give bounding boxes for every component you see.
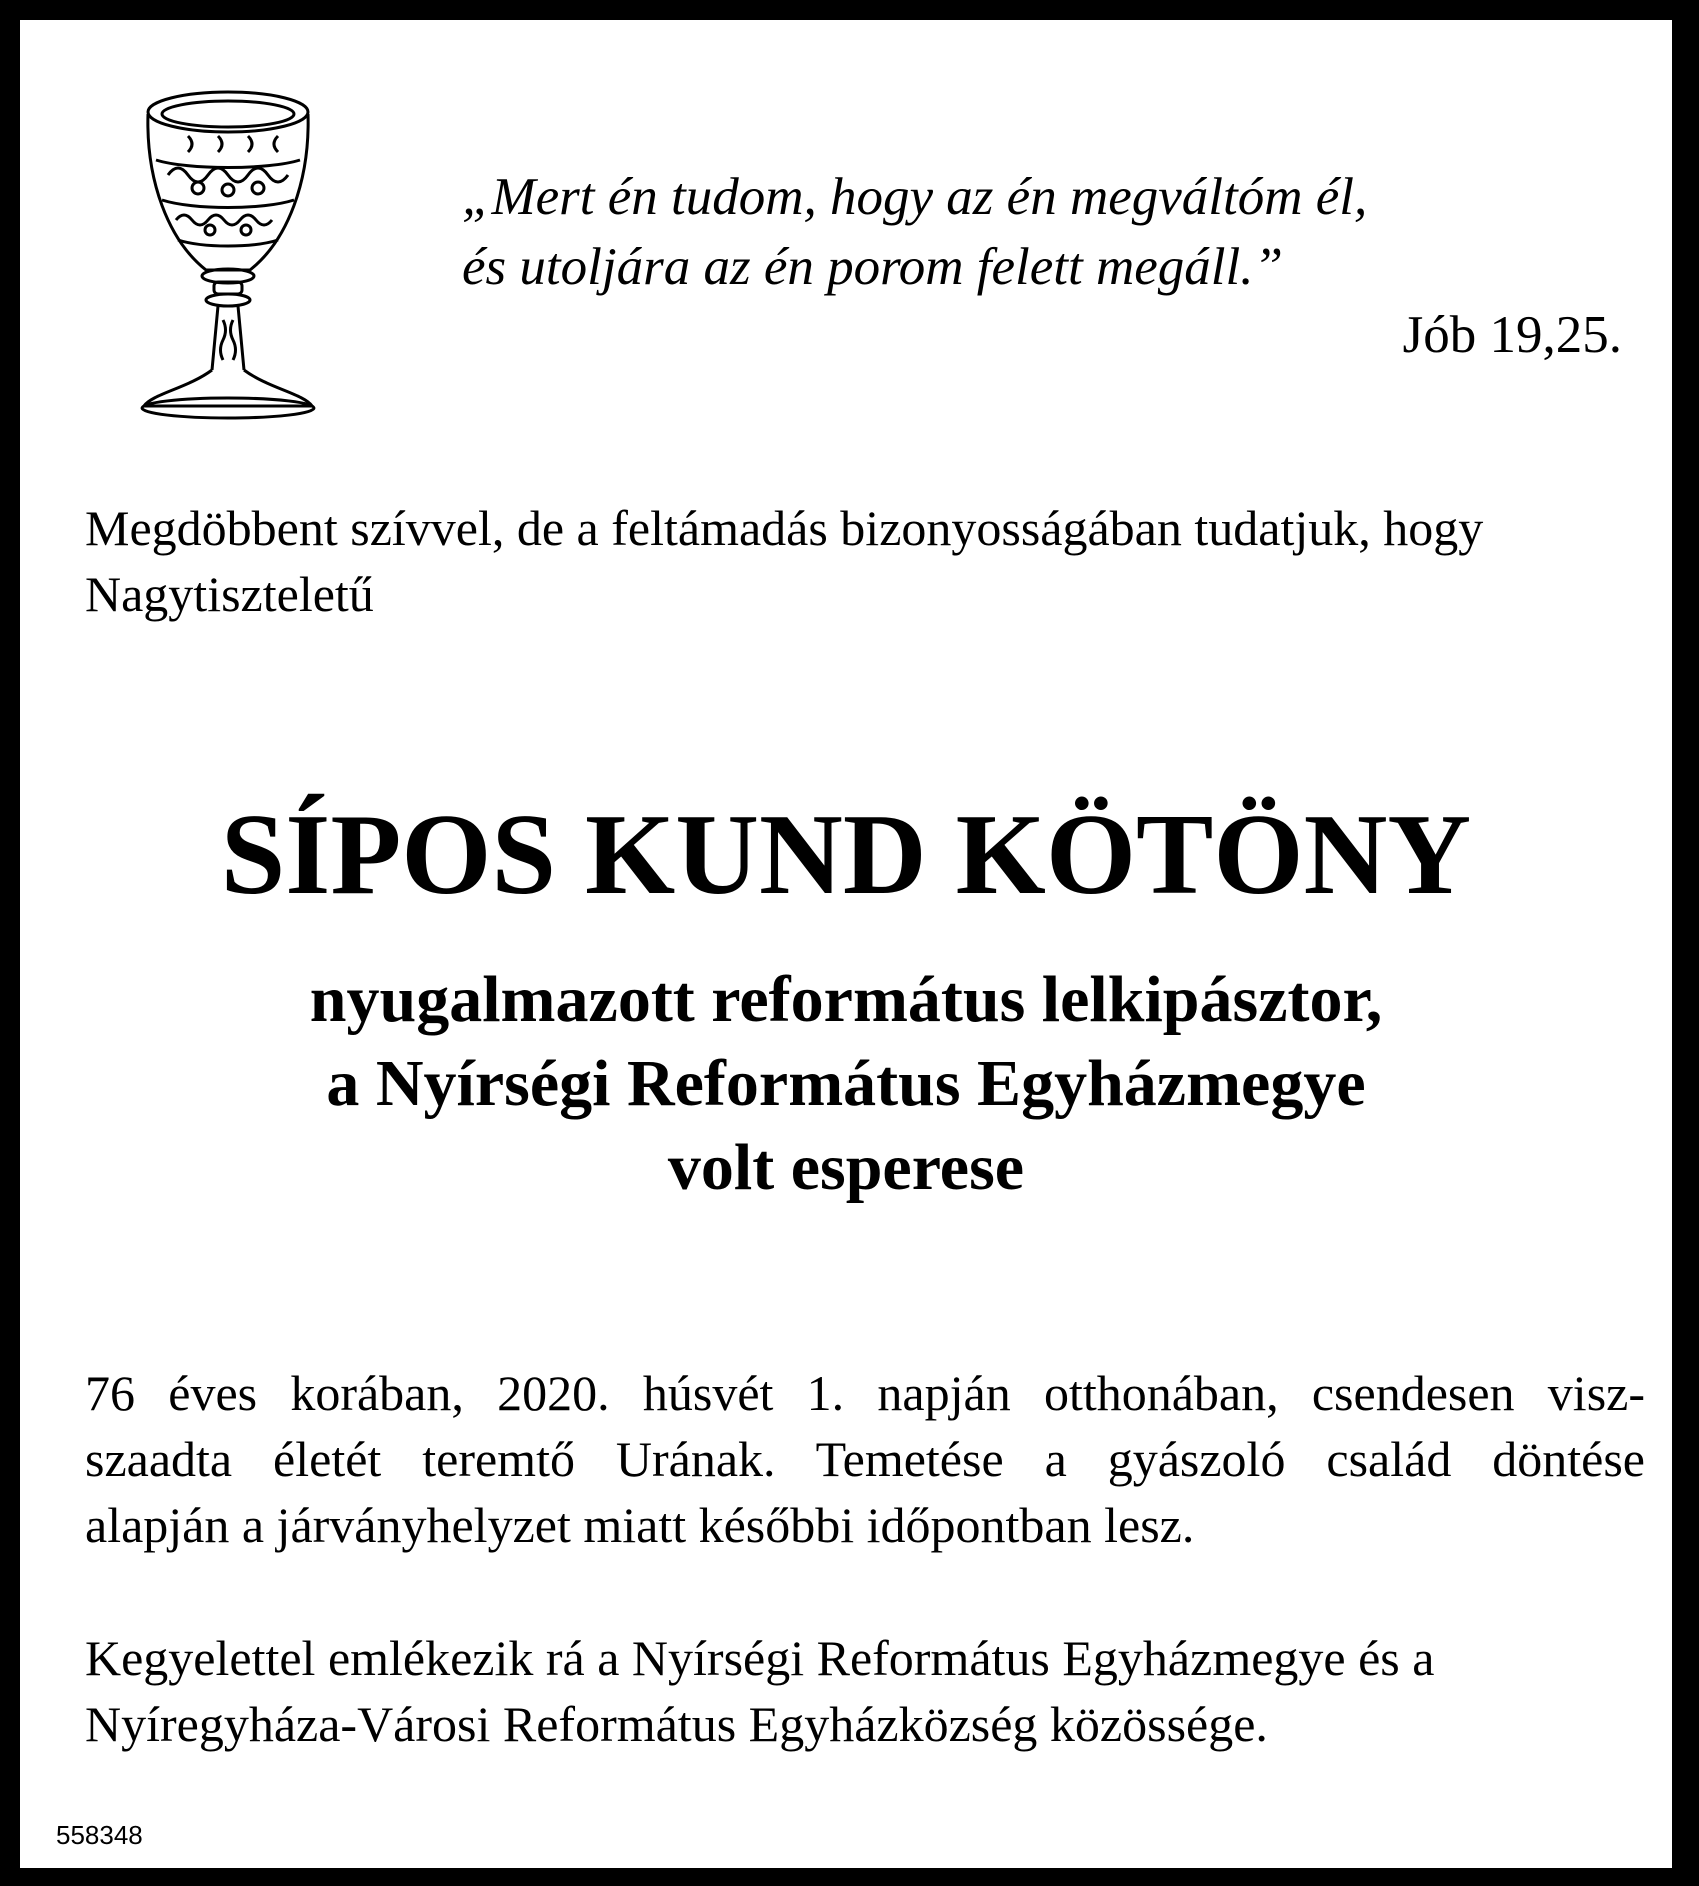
intro-line: Megdöbbent szívvel, de a feltámadás bizonyosságában tudatjuk, hogy xyxy=(85,500,1484,556)
announcement-text xyxy=(85,1360,1645,1558)
closing-text xyxy=(85,1625,1645,1757)
bible-quote xyxy=(462,162,1642,302)
title-line: nyugalmazott református lelkipásztor, xyxy=(309,963,1383,1036)
obituary-notice xyxy=(20,20,1672,1868)
quote-line: „Mert én tudom, hogy az én megváltóm él, xyxy=(462,168,1368,226)
announcement-line: alapján a járványhelyzet miatt későbbi időpontban lesz. xyxy=(85,1497,1195,1553)
announcement-line: szaadta életét teremtő Urának. Temetése a gyászoló család döntése xyxy=(85,1431,1645,1487)
quote-reference: Jób 19,25. xyxy=(1402,306,1622,364)
intro-line: Nagytiszteletű xyxy=(85,566,374,622)
intro-text xyxy=(85,495,1645,627)
announcement-line: 76 éves korában, 2020. húsvét 1. napján otthonában, csendesen visz- xyxy=(85,1365,1645,1421)
deceased-name: SÍPOS KUND KÖTÖNY xyxy=(220,791,1472,919)
chalice-icon xyxy=(128,70,328,430)
quote-line: és utoljára az én porom felett megáll.” xyxy=(462,238,1283,296)
closing-line: Kegyelettel emlékezik rá a Nyírségi Református Egyházmegye és a xyxy=(85,1630,1435,1686)
title-line: a Nyírségi Református Egyházmegye xyxy=(326,1047,1366,1120)
title-line: volt esperese xyxy=(667,1131,1025,1204)
deceased-title xyxy=(20,958,1672,1210)
closing-line: Nyíregyháza-Városi Református Egyházközség közössége. xyxy=(85,1696,1268,1752)
ad-id: 558348 xyxy=(56,1820,143,1850)
